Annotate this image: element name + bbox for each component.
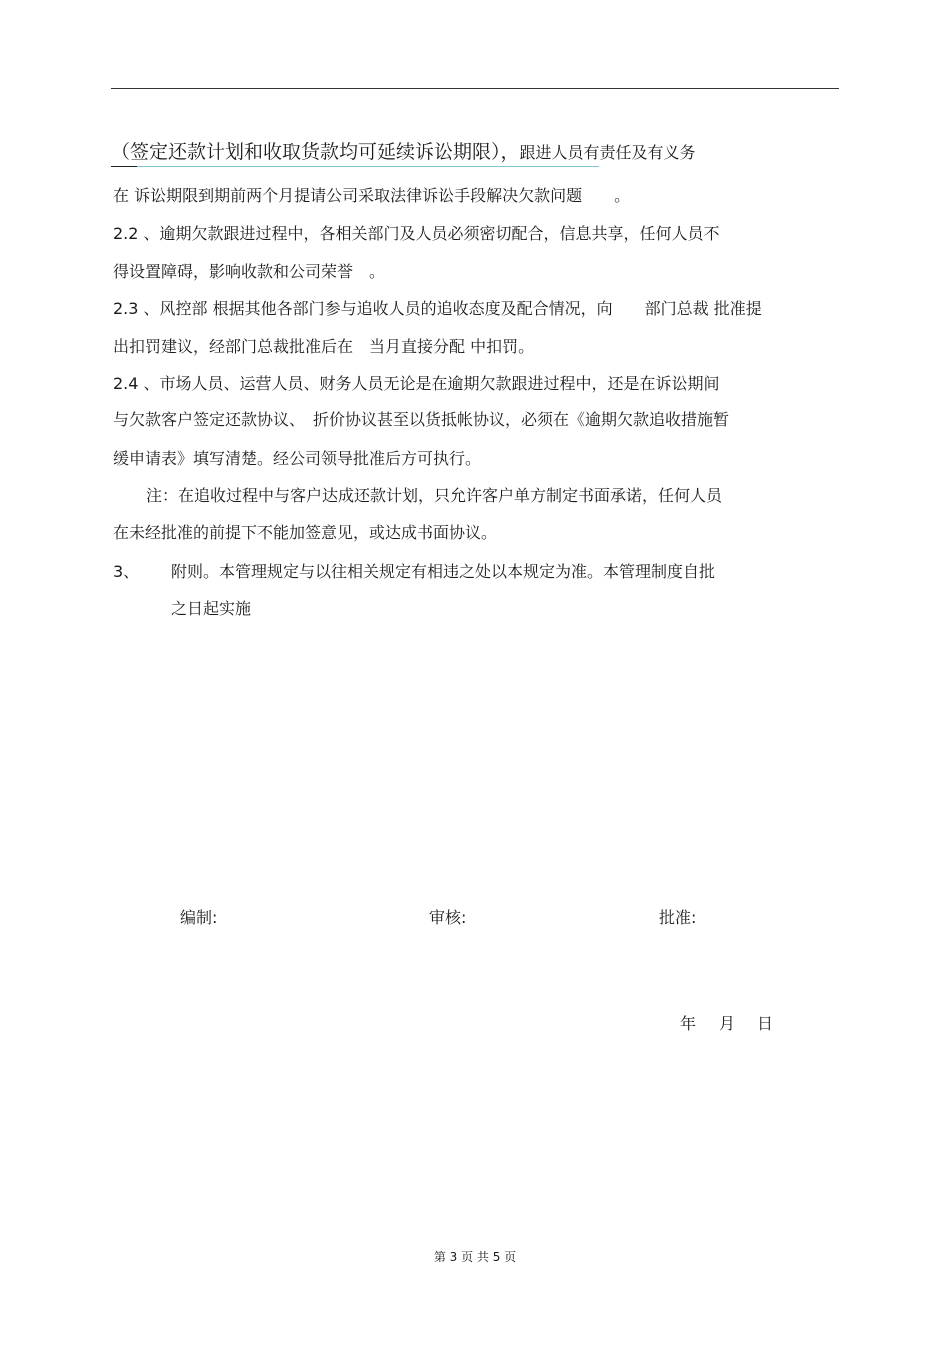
- clause-2-2: 2.2 、逾期欠款跟进过程中，各相关部门及人员必须密切配合，信息共享，任何人员不: [113, 224, 720, 243]
- highlighted-clause: （签定还款计划和收取货款均可延续诉讼期限: [111, 141, 492, 163]
- date-day: 日: [757, 1014, 774, 1033]
- date-month: 月: [719, 1014, 736, 1033]
- clause-2-4: 2.4 、市场人员、运营人员、财务人员无论是在逾期欠款跟进过程中，还是在诉讼期间: [113, 374, 720, 393]
- page-footer: 第 3 页 共 5 页: [433, 1250, 517, 1264]
- editor-label: 编制:: [180, 908, 218, 927]
- closing-paren: ），: [491, 141, 520, 163]
- clause-2-4-cont-2: 缓申请表》填写清楚。经公司领导批准后方可执行。: [113, 449, 482, 468]
- note-line-2: 在未经批准的前提下不能加签意见，或达成书面协议。: [113, 523, 498, 542]
- clause-3-number: 3、: [113, 562, 140, 581]
- header-rule: [111, 88, 839, 89]
- approver-label: 批准:: [659, 908, 697, 927]
- clause-2-2-cont: 得设置障碍，影响收款和公司荣誉 。: [113, 262, 386, 281]
- paragraph-line-1: [111, 142, 696, 163]
- underline-teal: [137, 166, 599, 167]
- underline-black: [111, 166, 137, 167]
- line-1-tail: 跟进人员有责任及有义务: [519, 143, 696, 162]
- date-year: 年: [680, 1014, 697, 1033]
- reviewer-label: 审核:: [429, 908, 467, 927]
- clause-2-3: 2.3 、风控部 根据其他各部门参与追收人员的追收态度及配合情况，向 部门总裁 批准提: [113, 299, 762, 318]
- clause-2-4-cont-1: 与欠款客户签定还款协议、 折价协议甚至以货抵帐协议，必须在《逾期欠款追收措施暂: [113, 410, 730, 429]
- clause-3-cont: 之日起实施: [171, 599, 252, 618]
- paragraph-line-2: 在 诉讼期限到期前两个月提请公司采取法律诉讼手段解决欠款问题 。: [113, 186, 631, 205]
- clause-3: 附则。本管理规定与以往相关规定有相违之处以本规定为准。本管理制度自批: [171, 562, 716, 581]
- note-line-1: 注：在追收过程中与客户达成还款计划，只允许客户单方制定书面承诺，任何人员: [146, 486, 723, 505]
- clause-2-3-cont: 出扣罚建议，经部门总裁批准后在 当月直接分配 中扣罚。: [113, 337, 535, 356]
